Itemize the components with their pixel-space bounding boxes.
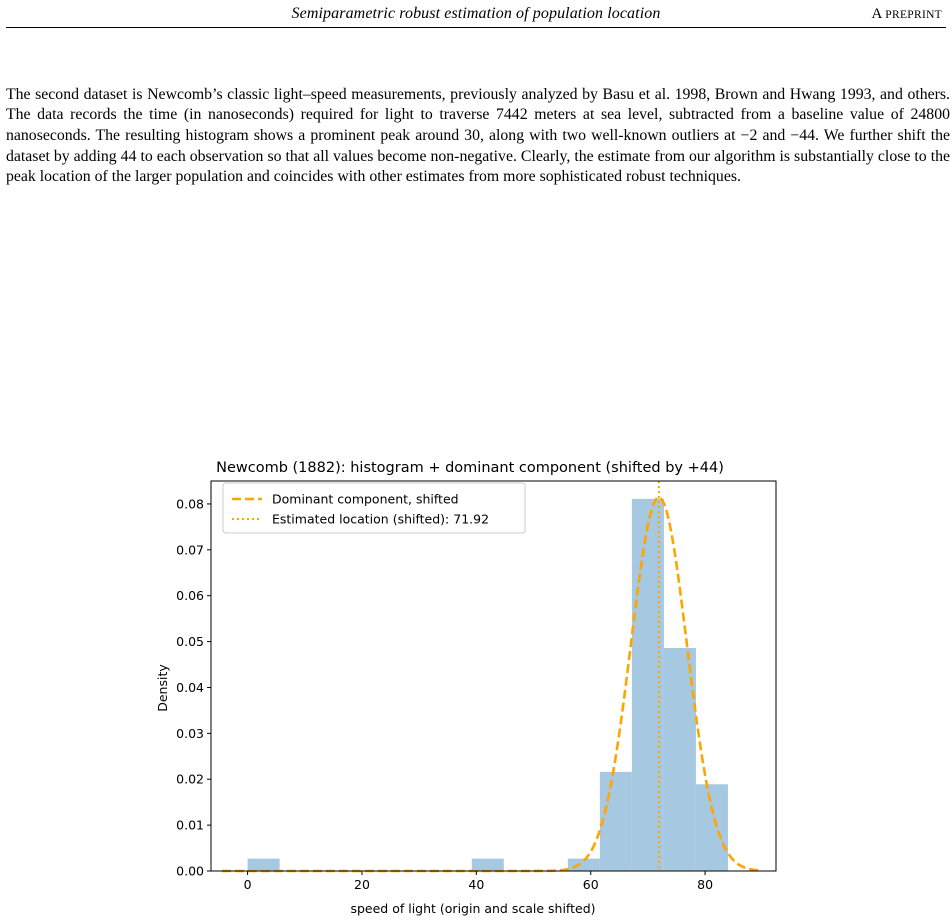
y-tick-label: 0.07 xyxy=(176,542,204,558)
running-title: Semiparametric robust estimation of population location xyxy=(291,5,661,22)
y-tick-label: 0.05 xyxy=(176,634,204,650)
chart-title: Newcomb (1882): histogram + dominant component (shifted by +44) xyxy=(216,460,724,476)
x-axis-label: speed of light (origin and scale shifted) xyxy=(350,901,596,916)
preprint-tag-rest: PREPRINT xyxy=(885,9,942,21)
histogram-bar xyxy=(632,499,664,871)
x-tick-label: 80 xyxy=(697,877,714,892)
preprint-tag xyxy=(872,6,942,23)
running-header xyxy=(6,0,946,28)
legend-label-dominant-component: Dominant component, shifted xyxy=(272,491,459,507)
x-tick-label: 20 xyxy=(354,877,370,892)
y-tick-label: 0.06 xyxy=(176,588,204,604)
legend xyxy=(223,483,525,533)
y-tick-label: 0.04 xyxy=(176,679,204,695)
histogram-bar xyxy=(696,784,728,871)
y-tick-label: 0.02 xyxy=(176,771,204,787)
x-tick-label: 0 xyxy=(243,877,252,892)
y-tick-label: 0.08 xyxy=(176,496,204,512)
y-tick-label: 0.03 xyxy=(176,725,204,741)
figure xyxy=(150,452,810,922)
body-paragraph: The second dataset is Newcomb’s classic light–speed measurements, previously analyzed by Basu et al. 1998, Brown and Hwang 1993, and others. The data records the time (in nanoseconds) required for light to traverse 7442 meters at sea level, subtracted from a baseline value of 24800 nanoseconds. The resulting histogram shows a prominent peak around 30, along with two well-known outliers at −2 and −44. We further shift the dataset by adding 44 to each observation so that all values become non-negative. Clearly, the estimate from our algorithm is substantially close to the peak location of the larger population and coincides with other estimates from more sophisticated robust techniques. xyxy=(6,85,950,186)
x-tick-label: 60 xyxy=(582,877,599,892)
legend-label-estimated-location: Estimated location (shifted): 71.92 xyxy=(272,511,490,527)
y-axis-label: Density xyxy=(155,664,170,712)
histogram-chart xyxy=(150,452,810,922)
histogram-bar xyxy=(248,859,280,871)
histogram-bar xyxy=(472,859,504,871)
x-tick-label: 40 xyxy=(468,877,485,892)
y-tick-label: 0.00 xyxy=(176,863,204,879)
histogram-bar xyxy=(600,772,632,871)
y-tick-label: 0.01 xyxy=(176,817,204,833)
preprint-tag-initial: A xyxy=(871,6,882,22)
